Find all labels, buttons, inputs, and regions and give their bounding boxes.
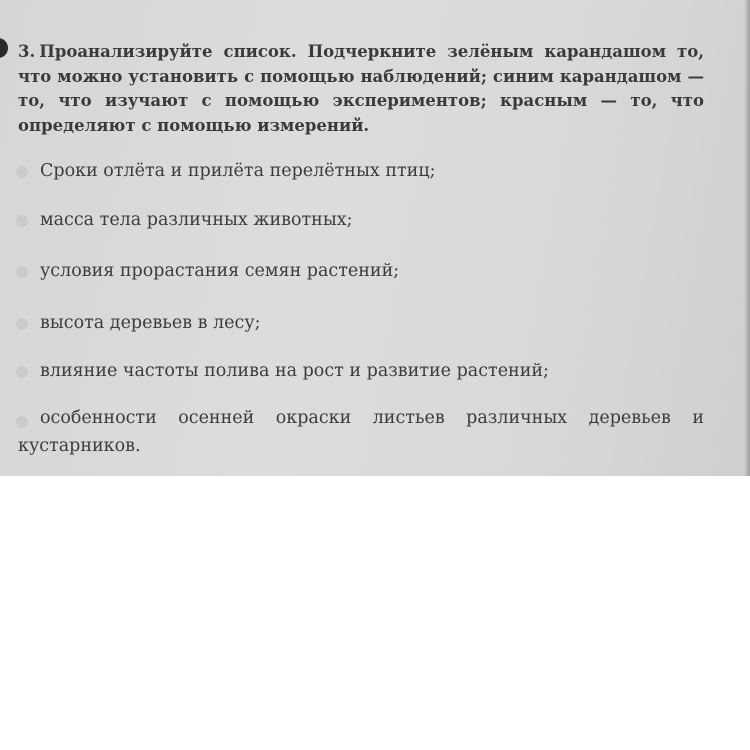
task-instruction: [18, 40, 704, 138]
bullet-icon: [16, 318, 28, 330]
list-item: высота деревьев в лесу;: [40, 313, 261, 333]
list-item: условия прорастания семян растений;: [40, 261, 400, 281]
task-number: 3.: [18, 42, 36, 61]
bullet-icon: [16, 166, 28, 178]
bullet-icon: [16, 266, 28, 278]
list-item: масса тела различных животных;: [40, 210, 353, 230]
task-instruction-text: Проанализируйте список. Подчеркните зелёным карандашом то, что можно установить с помощью наблюдений; синим карандашом — то, что изучают с помощью экспериментов; красным — то, что определяют с помощью измерений.: [18, 42, 704, 135]
task-marker-icon: [0, 38, 8, 58]
bullet-icon: [16, 215, 28, 227]
list-item: влияние частоты полива на рост и развитие растений;: [40, 361, 549, 381]
page-edge-shadow: [744, 0, 750, 476]
bullet-icon: [16, 366, 28, 378]
list-item: особенности осенней окраски листьев различных деревьев и кустарников.: [18, 408, 704, 456]
list-item: Сроки отлёта и прилёта перелётных птиц;: [40, 161, 436, 181]
